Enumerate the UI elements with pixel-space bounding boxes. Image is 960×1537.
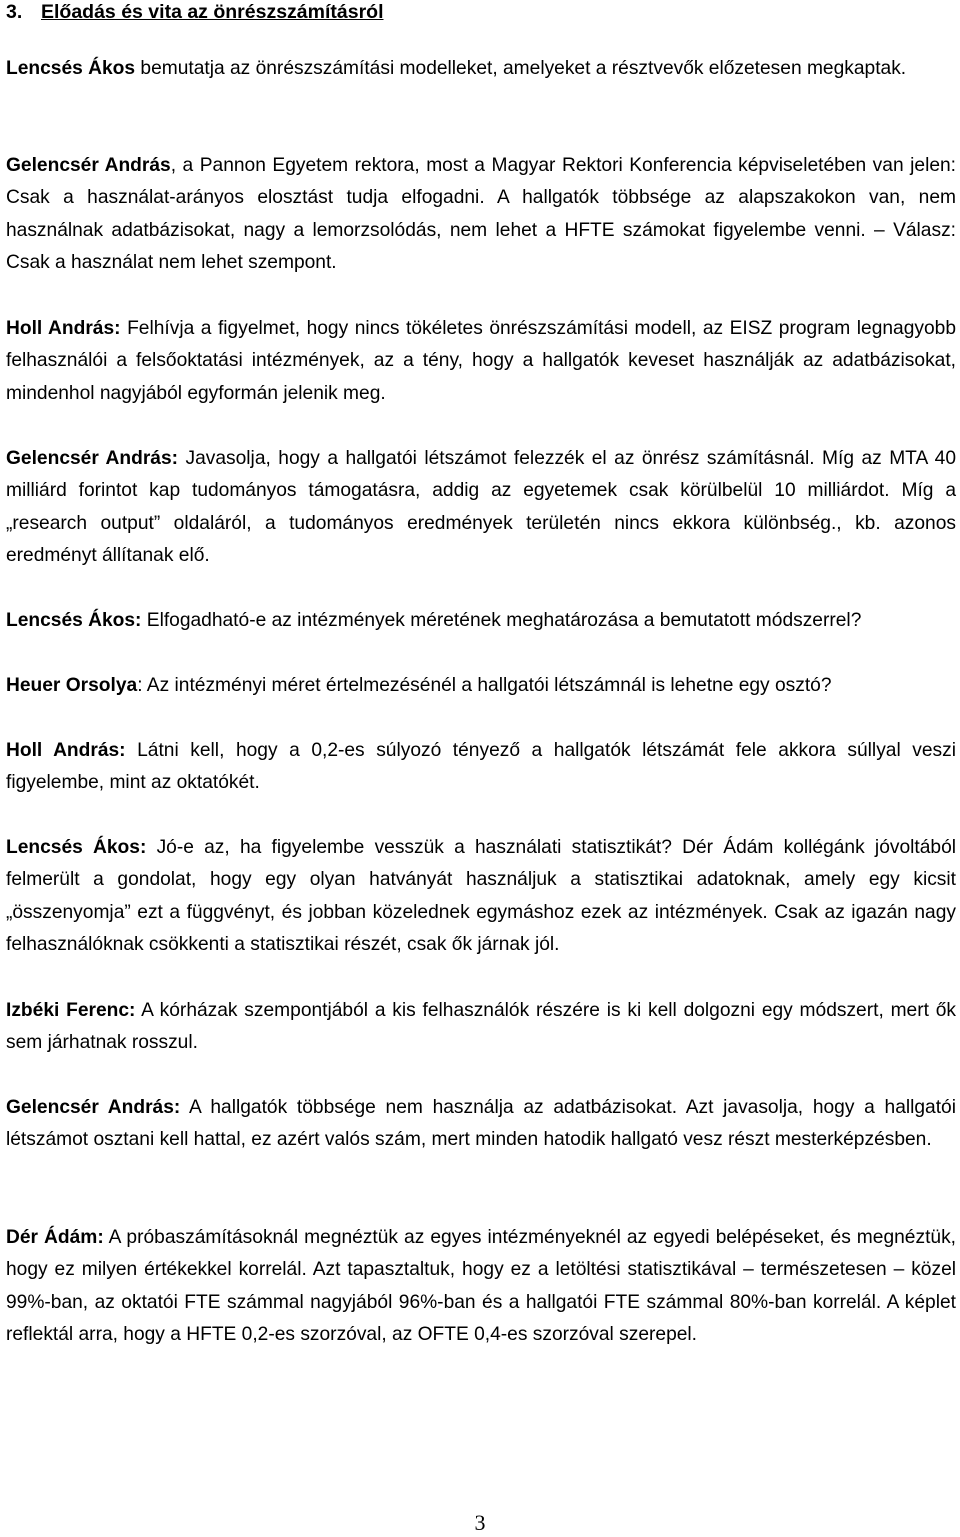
paragraph-text: A kórházak szempontjából a kis felhasználók részére is ki kell dolgozni egy módszert, mert ők sem járhatnak rosszul. bbox=[6, 1000, 956, 1054]
speaker-name: Lencsés Ákos: bbox=[6, 610, 142, 631]
section-heading bbox=[6, 0, 384, 26]
paragraph-gelencser-3 bbox=[6, 1092, 956, 1157]
paragraph-text: A hallgatók többsége nem használja az adatbázisokat. Azt javasolja, hogy a hallgatói létszámot osztani kell hattal, ez azért valós szám, mert minden hatodik hallgató vesz részt mesterképzésben. bbox=[6, 1097, 956, 1151]
speaker-name: Gelencsér András: bbox=[6, 448, 179, 469]
speaker-name: Izbéki Ferenc: bbox=[6, 1000, 136, 1021]
paragraph-heuer bbox=[6, 670, 956, 702]
paragraph-lencses-2 bbox=[6, 605, 956, 637]
paragraph-izbeki bbox=[6, 995, 956, 1060]
paragraph-text: Elfogadható-e az intézmények méretének meghatározása a bemutatott módszerrel? bbox=[141, 610, 862, 631]
paragraph-holl-2 bbox=[6, 735, 956, 800]
paragraph-text: A próbaszámításoknál megnéztük az egyes intézményeknél az egyedi belépéseket, és megnéztük, hogy ez milyen értékekkel korrelál. Azt tapasztaltuk, hogy ez a letöltési statisztikával – természetesen – közel 99%-ban, az oktatói FTE számmal nagyjából 96%-ban és a hallgatói FTE számmal 80%-ban korrelál. A képlet reflektál arra, hogy a HFTE 0,2-es szorzóval, az OFTE 0,4-es szorzóval szerepel. bbox=[6, 1227, 956, 1345]
paragraph-text: Jó-e az, ha figyelembe vesszük a használati statisztikát? Dér Ádám kollégánk jóvoltából felmerült a gondolat, hogy egy olyan hatványát használjuk a statisztikai adatoknak, amely egy kicsit „összenyomja” ezt a függvényt, és jobban közelednek egymáshoz ezek az intézmények. Csak az igazán nagy felhasználóknak csökkenti a statisztikai részét, csak ők járnak jól. bbox=[6, 837, 956, 955]
speaker-name: Heuer Orsolya bbox=[6, 675, 138, 696]
speaker-name: Lencsés Ákos bbox=[6, 58, 136, 79]
paragraph-text: : Az intézményi méret értelmezésénél a hallgatói létszámnál is lehetne egy osztó? bbox=[137, 675, 832, 696]
paragraph-text: Javasolja, hogy a hallgatói létszámot felezzék el az önrész számításnál. Míg az MTA 40 milliárd forintot kap tudományos támogatásra, addig az egyetemek csak körülbelül 10 milliárdot. Míg a „research output” oldaláról, a tudományos eredmények területén nincs ekkora különbség., kb. azonos eredményt állítanak elő. bbox=[6, 448, 957, 566]
speaker-name: Holl András: bbox=[6, 318, 121, 339]
speaker-name: Gelencsér András: bbox=[6, 1097, 181, 1118]
paragraph-text: Látni kell, hogy a 0,2-es súlyozó tényező a hallgatók létszámát fele akkora súllyal veszi figyelembe, mint az oktatókét. bbox=[6, 740, 956, 794]
paragraph-der bbox=[6, 1222, 956, 1351]
page-number: 3 bbox=[474, 1510, 486, 1535]
paragraph-lencses-3 bbox=[6, 832, 956, 961]
paragraph-text: bemutatja az önrészszámítási modelleket, amelyeket a résztvevők előzetesen megkaptak. bbox=[135, 58, 907, 79]
paragraph-text: , a Pannon Egyetem rektora, most a Magyar Rektori Konferencia képviseletében van jelen: Csak a használat-arányos elosztást tudja elfogadni. A hallgatók többsége az alapszakokon van, nem használnak adatbázisokat, nagy a lemorzsolódás, nem lehet a HFTE számokat figyelembe venni. – Válasz: Csak a használat nem lehet szempont. bbox=[6, 155, 956, 273]
speaker-name: Dér Ádám: bbox=[6, 1227, 104, 1248]
paragraph-holl-1 bbox=[6, 313, 956, 410]
paragraph-gelencser-1 bbox=[6, 150, 956, 279]
paragraph-lencses-intro bbox=[6, 53, 956, 85]
paragraph-text: Felhívja a figyelmet, hogy nincs tökéletes önrészszámítási modell, az EISZ program legnagyobb felhasználói a felsőoktatási intézmények, az a tény, hogy a hallgatók keveset használják az adatbázisokat, mindenhol nagyjából egyformán jelenik meg. bbox=[6, 318, 956, 404]
speaker-name: Holl András: bbox=[6, 740, 126, 761]
paragraph-gelencser-2 bbox=[6, 443, 956, 572]
speaker-name: Lencsés Ákos: bbox=[6, 837, 147, 858]
speaker-name: Gelencsér András bbox=[6, 155, 171, 176]
section-title: Előadás és vita az önrészszámításról bbox=[41, 1, 384, 23]
section-number: 3. bbox=[6, 1, 23, 23]
